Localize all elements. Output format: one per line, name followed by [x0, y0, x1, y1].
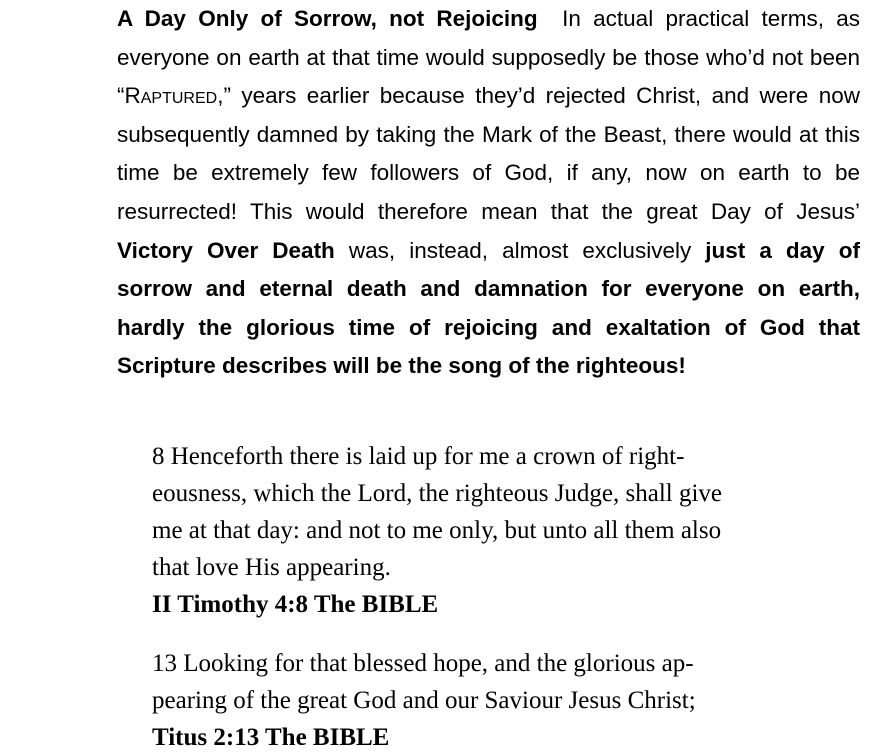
- quote-line: that love His appearing.: [152, 554, 391, 581]
- quote-citation: II Timothy 4:8 The BIBLE: [152, 591, 439, 618]
- scripture-quote-titus: [152, 645, 852, 756]
- quote-line: 13 Looking for that blessed hope, and the glorious ap-: [152, 650, 694, 677]
- body-paragraph: [117, 0, 860, 386]
- quote-line: me at that day: and not to me only, but unto all them also: [152, 517, 722, 544]
- quote-line: 8 Henceforth there is laid up for me a crown of right-: [152, 443, 685, 470]
- quote-citation: Titus 2:13 The BIBLE: [152, 724, 390, 751]
- raptured-term: Raptured: [124, 83, 218, 109]
- paragraph-text-1: In actual practical terms, as everyone on earth at that time would supposedly be those who’d not been “: [117, 6, 861, 109]
- paragraph-heading: A Day Only of Sorrow, not Rejoicing: [117, 6, 538, 31]
- paragraph-bold-ending: just a day of sorrow and eternal death and damnation for everyone on earth, hardly the glorious time of rejoicing and exaltation of God that Scripture describes will be the song of the righteous!: [117, 237, 861, 379]
- scripture-quote-timothy: [152, 438, 852, 623]
- quote-line: eousness, which the Lord, the righteous Judge, shall give: [152, 480, 723, 507]
- quote-line: pearing of the great God and our Saviour Jesus Christ;: [152, 687, 696, 714]
- paragraph-text-3: was, instead, almost exclusively: [334, 237, 706, 263]
- victory-over-death-phrase: Victory Over Death: [117, 237, 335, 263]
- paragraph-text-2: ,” years earlier because they’d rejected Christ, and were now subsequently damned by taking the Mark of the Beast, there would at this time be extremely few followers of God, if any, now on earth to be resurrected! This would therefore mean that the great Day of Jesus’: [117, 83, 860, 224]
